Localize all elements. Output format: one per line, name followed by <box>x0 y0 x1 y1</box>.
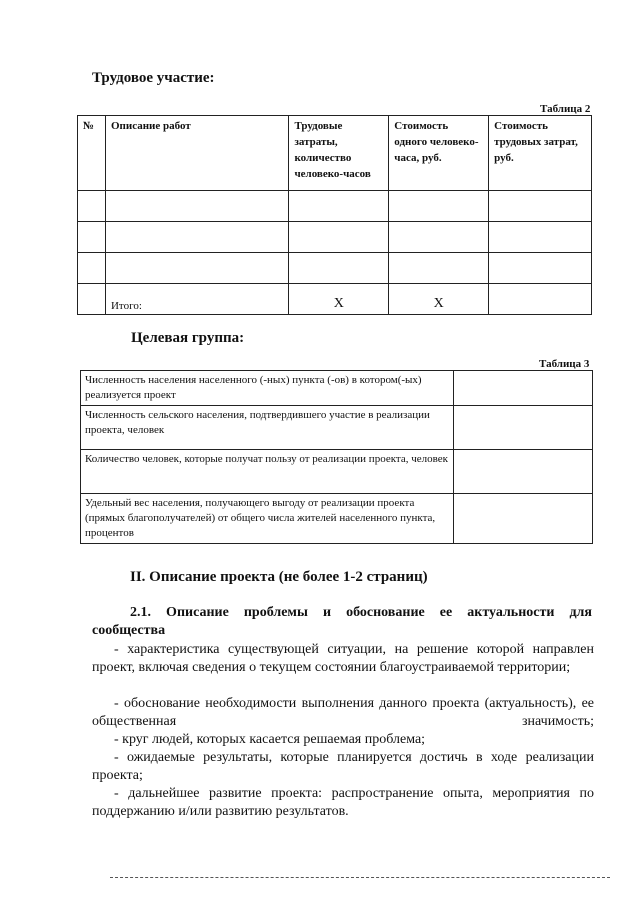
footer-divider <box>110 877 610 878</box>
beneficiaries-count-label: Количество человек, которые получат пользу от реализации проекта, человек <box>81 450 454 494</box>
population-total-label: Численность населения населенного (-ных) пункта (-ов) в котором(-ых) реализуется проект <box>81 371 454 406</box>
total-cost-cell[interactable] <box>489 284 592 315</box>
rural-participants-label: Численность сельского населения, подтвердившего участие в реализации проекта, человек <box>81 406 454 450</box>
table-cell[interactable] <box>389 191 489 222</box>
table-cell[interactable] <box>78 191 106 222</box>
beneficiaries-share-label: Удельный вес населения, получающего выгоду от реализации проекта (прямых благополучателей) от общего числа жителей населенного пункта, процентов <box>81 494 454 544</box>
table-row <box>81 494 593 544</box>
beneficiaries-share-value[interactable] <box>454 494 593 544</box>
table-cell <box>78 284 106 315</box>
table-cell[interactable] <box>289 191 389 222</box>
col-header-total-cost: Стоимость трудовых затрат, руб. <box>489 116 592 191</box>
table-cell[interactable] <box>105 191 288 222</box>
table-row <box>81 406 593 450</box>
section-2-title: II. Описание проекта (не более 1-2 страниц) <box>130 569 428 585</box>
table-row <box>81 371 593 406</box>
rural-participants-value[interactable] <box>454 406 593 450</box>
subsection-2-1-title-cont: сообщества <box>92 623 166 638</box>
table-2-label: Таблица 2 <box>540 103 591 115</box>
table-row <box>78 253 592 284</box>
table-row <box>81 450 593 494</box>
table-cell[interactable] <box>389 253 489 284</box>
beneficiaries-count-value[interactable] <box>454 450 593 494</box>
table-cell[interactable] <box>489 253 592 284</box>
col-header-work-description: Описание работ <box>105 116 288 191</box>
bullet-people: - круг людей, которых касается решаемая проблема; <box>114 732 426 747</box>
target-group-heading: Целевая группа: <box>131 330 245 346</box>
total-label: Итого: <box>105 284 288 315</box>
target-group-table <box>80 370 593 544</box>
table-cell[interactable] <box>489 222 592 253</box>
col-header-labor-hours: Трудовые затраты, количество человеко-часов <box>289 116 389 191</box>
table-cell[interactable] <box>105 253 288 284</box>
table-cell[interactable] <box>489 191 592 222</box>
table-header-row <box>78 116 592 191</box>
table-cell[interactable] <box>289 253 389 284</box>
table-3-label: Таблица 3 <box>539 358 590 370</box>
subsection-2-1-title: 2.1. Описание проблемы и обоснование ее актуальности для <box>130 605 592 620</box>
table-cell[interactable] <box>78 222 106 253</box>
bullet-development: - дальнейшее развитие проекта: распространение опыта, мероприятия по поддержанию и/или развитию результатов. <box>92 786 594 819</box>
col-header-number: № <box>78 116 106 191</box>
table-cell[interactable] <box>78 253 106 284</box>
total-row <box>78 284 592 315</box>
table-cell[interactable] <box>289 222 389 253</box>
bullet-situation: - характеристика существующей ситуации, на решение которой направлен проект, включая сведения о текущем состоянии благоустраиваемой территории; <box>92 642 594 675</box>
bullet-justification: - обоснование необходимости выполнения данного проекта (актуальность), ее общественная значимость; <box>92 696 594 729</box>
population-total-value[interactable] <box>454 371 593 406</box>
x-mark-hour-cost: X <box>389 284 489 315</box>
col-header-hour-cost: Стоимость одного человеко-часа, руб. <box>389 116 489 191</box>
table-row <box>78 222 592 253</box>
table-cell[interactable] <box>389 222 489 253</box>
x-mark-hours: X <box>289 284 389 315</box>
table-row <box>78 191 592 222</box>
labor-heading: Трудовое участие: <box>92 70 215 86</box>
table-cell[interactable] <box>105 222 288 253</box>
bullet-results: - ожидаемые результаты, которые планируется достичь в ходе реализации проекта; <box>92 750 594 783</box>
labor-table <box>77 115 592 315</box>
